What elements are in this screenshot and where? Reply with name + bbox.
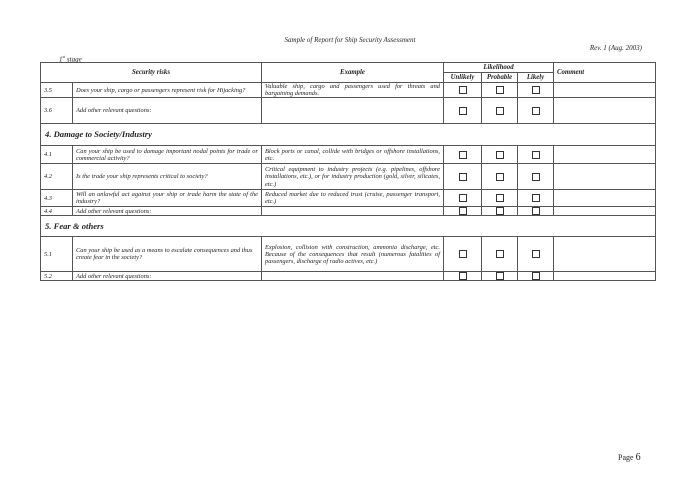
unlikely-checkbox[interactable] bbox=[459, 107, 467, 115]
table-row bbox=[41, 146, 656, 164]
probable-checkbox[interactable] bbox=[496, 194, 504, 202]
header-unlikely: Unlikely bbox=[444, 73, 482, 83]
likely-checkbox[interactable] bbox=[532, 151, 540, 159]
comment-cell[interactable] bbox=[554, 83, 656, 98]
risk-question: Does your ship, cargo or passengers represent risk for Hijacking? bbox=[73, 83, 262, 98]
likely-checkbox[interactable] bbox=[532, 194, 540, 202]
risk-question: Add other relevant questions: bbox=[73, 207, 262, 216]
risk-example[interactable] bbox=[262, 207, 444, 216]
risk-example: Reduced market due to reduced trust (cruise, passenger transport, etc.) bbox=[262, 190, 444, 207]
table-row bbox=[41, 83, 656, 98]
row-number: 4.2 bbox=[41, 164, 73, 190]
unlikely-checkbox[interactable] bbox=[459, 250, 467, 258]
probable-checkbox[interactable] bbox=[496, 250, 504, 258]
section-heading-damage-to-society: 4. Damage to Society/Industry bbox=[41, 124, 656, 146]
risk-question: Will an unlawful act against your ship or trade harm the state of the industry? bbox=[73, 190, 262, 207]
unlikely-checkbox[interactable] bbox=[459, 207, 467, 215]
probable-checkbox[interactable] bbox=[496, 173, 504, 181]
likely-checkbox[interactable] bbox=[532, 272, 540, 280]
table-row bbox=[41, 164, 656, 190]
comment-cell[interactable] bbox=[554, 237, 656, 272]
row-number: 4.3 bbox=[41, 190, 73, 207]
row-number: 3.6 bbox=[41, 98, 73, 124]
risk-example: Critical equipment to industry projects (e.g. pipelines, offshore installations, etc.), or for industry production (gold, silver, silicates, etc.) bbox=[262, 164, 444, 190]
risk-example: Explosion, collision with construction, ammonia discharge, etc. Because of the consequences that result (numerous fatalities of passengers, discharge of radio actives, etc.) bbox=[262, 237, 444, 272]
comment-cell[interactable] bbox=[554, 190, 656, 207]
risk-question: Is the trade your ship represents critical to society? bbox=[73, 164, 262, 190]
table-row bbox=[41, 237, 656, 272]
row-number: 3.5 bbox=[41, 83, 73, 98]
risk-example[interactable] bbox=[262, 272, 444, 281]
row-number: 5.2 bbox=[41, 272, 73, 281]
likely-checkbox[interactable] bbox=[532, 107, 540, 115]
table-row bbox=[41, 207, 656, 216]
likely-checkbox[interactable] bbox=[532, 86, 540, 94]
likely-checkbox[interactable] bbox=[532, 207, 540, 215]
table-row bbox=[41, 190, 656, 207]
unlikely-checkbox[interactable] bbox=[459, 173, 467, 181]
row-number: 4.1 bbox=[41, 146, 73, 164]
header-example: Example bbox=[262, 63, 444, 83]
probable-checkbox[interactable] bbox=[496, 207, 504, 215]
comment-cell[interactable] bbox=[554, 146, 656, 164]
row-number: 5.1 bbox=[41, 237, 73, 272]
unlikely-checkbox[interactable] bbox=[459, 151, 467, 159]
revision-label: Rev. 1 (Aug. 2003) bbox=[589, 44, 642, 52]
risk-question: Can your ship be used as a means to escalate consequences and thus create fear in the society? bbox=[73, 237, 262, 272]
unlikely-checkbox[interactable] bbox=[459, 194, 467, 202]
likely-checkbox[interactable] bbox=[532, 173, 540, 181]
unlikely-checkbox[interactable] bbox=[459, 272, 467, 280]
header-security-risks: Security risks bbox=[41, 63, 262, 83]
unlikely-checkbox[interactable] bbox=[459, 86, 467, 94]
header-likely: Likely bbox=[518, 73, 554, 83]
page-number: Page 6 bbox=[618, 452, 641, 463]
section-heading-fear-and-others: 5. Fear & others bbox=[41, 216, 656, 237]
document-title: Sample of Report for Ship Security Assessment bbox=[284, 36, 416, 44]
row-number: 4.4 bbox=[41, 207, 73, 216]
risk-example[interactable] bbox=[262, 98, 444, 124]
probable-checkbox[interactable] bbox=[496, 86, 504, 94]
table-row bbox=[41, 272, 656, 281]
probable-checkbox[interactable] bbox=[496, 151, 504, 159]
probable-checkbox[interactable] bbox=[496, 272, 504, 280]
comment-cell[interactable] bbox=[554, 207, 656, 216]
likely-checkbox[interactable] bbox=[532, 250, 540, 258]
header-comment: Comment bbox=[554, 63, 656, 83]
probable-checkbox[interactable] bbox=[496, 107, 504, 115]
risk-question: Add other relevant questions: bbox=[73, 272, 262, 281]
table-row bbox=[41, 98, 656, 124]
security-assessment-table bbox=[40, 62, 656, 281]
risk-question: Can your ship be used to damage important nodal points for trade or commercial activity? bbox=[73, 146, 262, 164]
risk-question: Add other relevant questions: bbox=[73, 98, 262, 124]
stage-label: 1st stage bbox=[59, 54, 82, 64]
risk-example: Valuable ship, cargo and passengers used for threats and bargaining demands. bbox=[262, 83, 444, 98]
header-likelihood: Likelihood bbox=[444, 63, 554, 73]
comment-cell[interactable] bbox=[554, 272, 656, 281]
header-probable: Probable bbox=[482, 73, 518, 83]
comment-cell[interactable] bbox=[554, 164, 656, 190]
comment-cell[interactable] bbox=[554, 98, 656, 124]
risk-example: Block ports or canal, collide with bridges or offshore installations, etc. bbox=[262, 146, 444, 164]
